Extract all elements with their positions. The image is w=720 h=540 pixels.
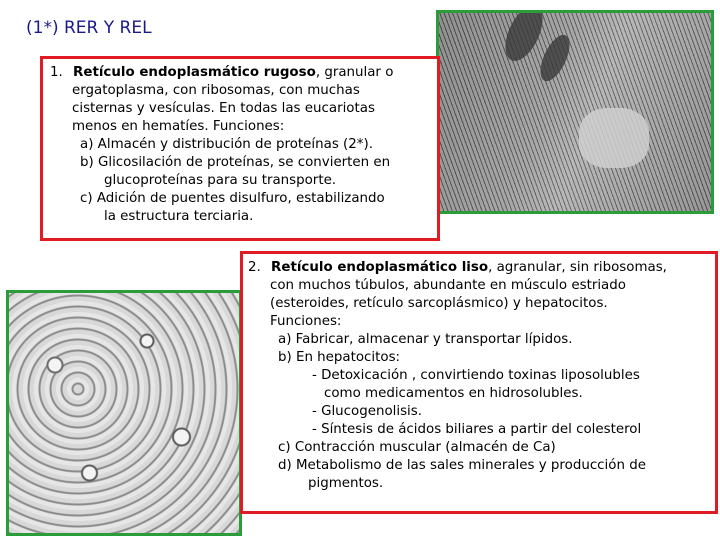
rer-number: 1. [50,65,63,80]
rer-line: la estructura terciaria. [104,209,254,224]
rel-subitem: - Síntesis de ácidos biliares a partir del colesterol [312,422,642,437]
rel-line: pigmentos. [308,476,384,491]
rer-function-b: b) Glicosilación de proteínas, se convierten en [80,155,391,170]
rel-subitem: - Glucogenolisis. [312,404,423,419]
rer-line: menos en hematíes. Funciones: [72,119,285,134]
rer-line: , granular o [315,65,394,80]
rel-line: , agranular, sin ribosomas, [488,260,667,275]
rel-number: 2. [248,260,261,275]
rel-micrograph [6,290,242,536]
rel-function-c: c) Contracción muscular (almacén de Ca) [278,440,556,455]
rer-term: Retículo endoplasmático rugoso [73,65,316,80]
rer-line: cisternas y vesículas. En todas las eucariotas [72,101,375,116]
rer-line: glucoproteínas para su transporte. [104,173,337,188]
rer-micrograph [436,10,714,214]
rer-line: ergatoplasma, con ribosomas, con muchas [72,83,360,98]
rer-function-a: a) Almacén y distribución de proteínas (2*). [80,137,373,152]
rer-function-c: c) Adición de puentes disulfuro, estabilizando [80,191,385,206]
slide-title: (1*) RER Y REL [26,18,152,38]
rel-line: como medicamentos en hidrosolubles. [324,386,583,401]
rel-line: Funciones: [270,314,342,329]
rel-subitem: - Detoxicación , convirtiendo toxinas liposolubles [312,368,640,383]
rel-function-a: a) Fabricar, almacenar y transportar lípidos. [278,332,573,347]
rel-line: con muchos túbulos, abundante en músculo estriado [270,278,626,293]
rel-term: Retículo endoplasmático liso [271,260,489,275]
rel-function-d: d) Metabolismo de las sales minerales y producción de [278,458,646,473]
rel-line: (esteroides, retículo sarcoplásmico) y hepatocitos. [270,296,608,311]
rel-function-b: b) En hepatocitos: [278,350,401,365]
